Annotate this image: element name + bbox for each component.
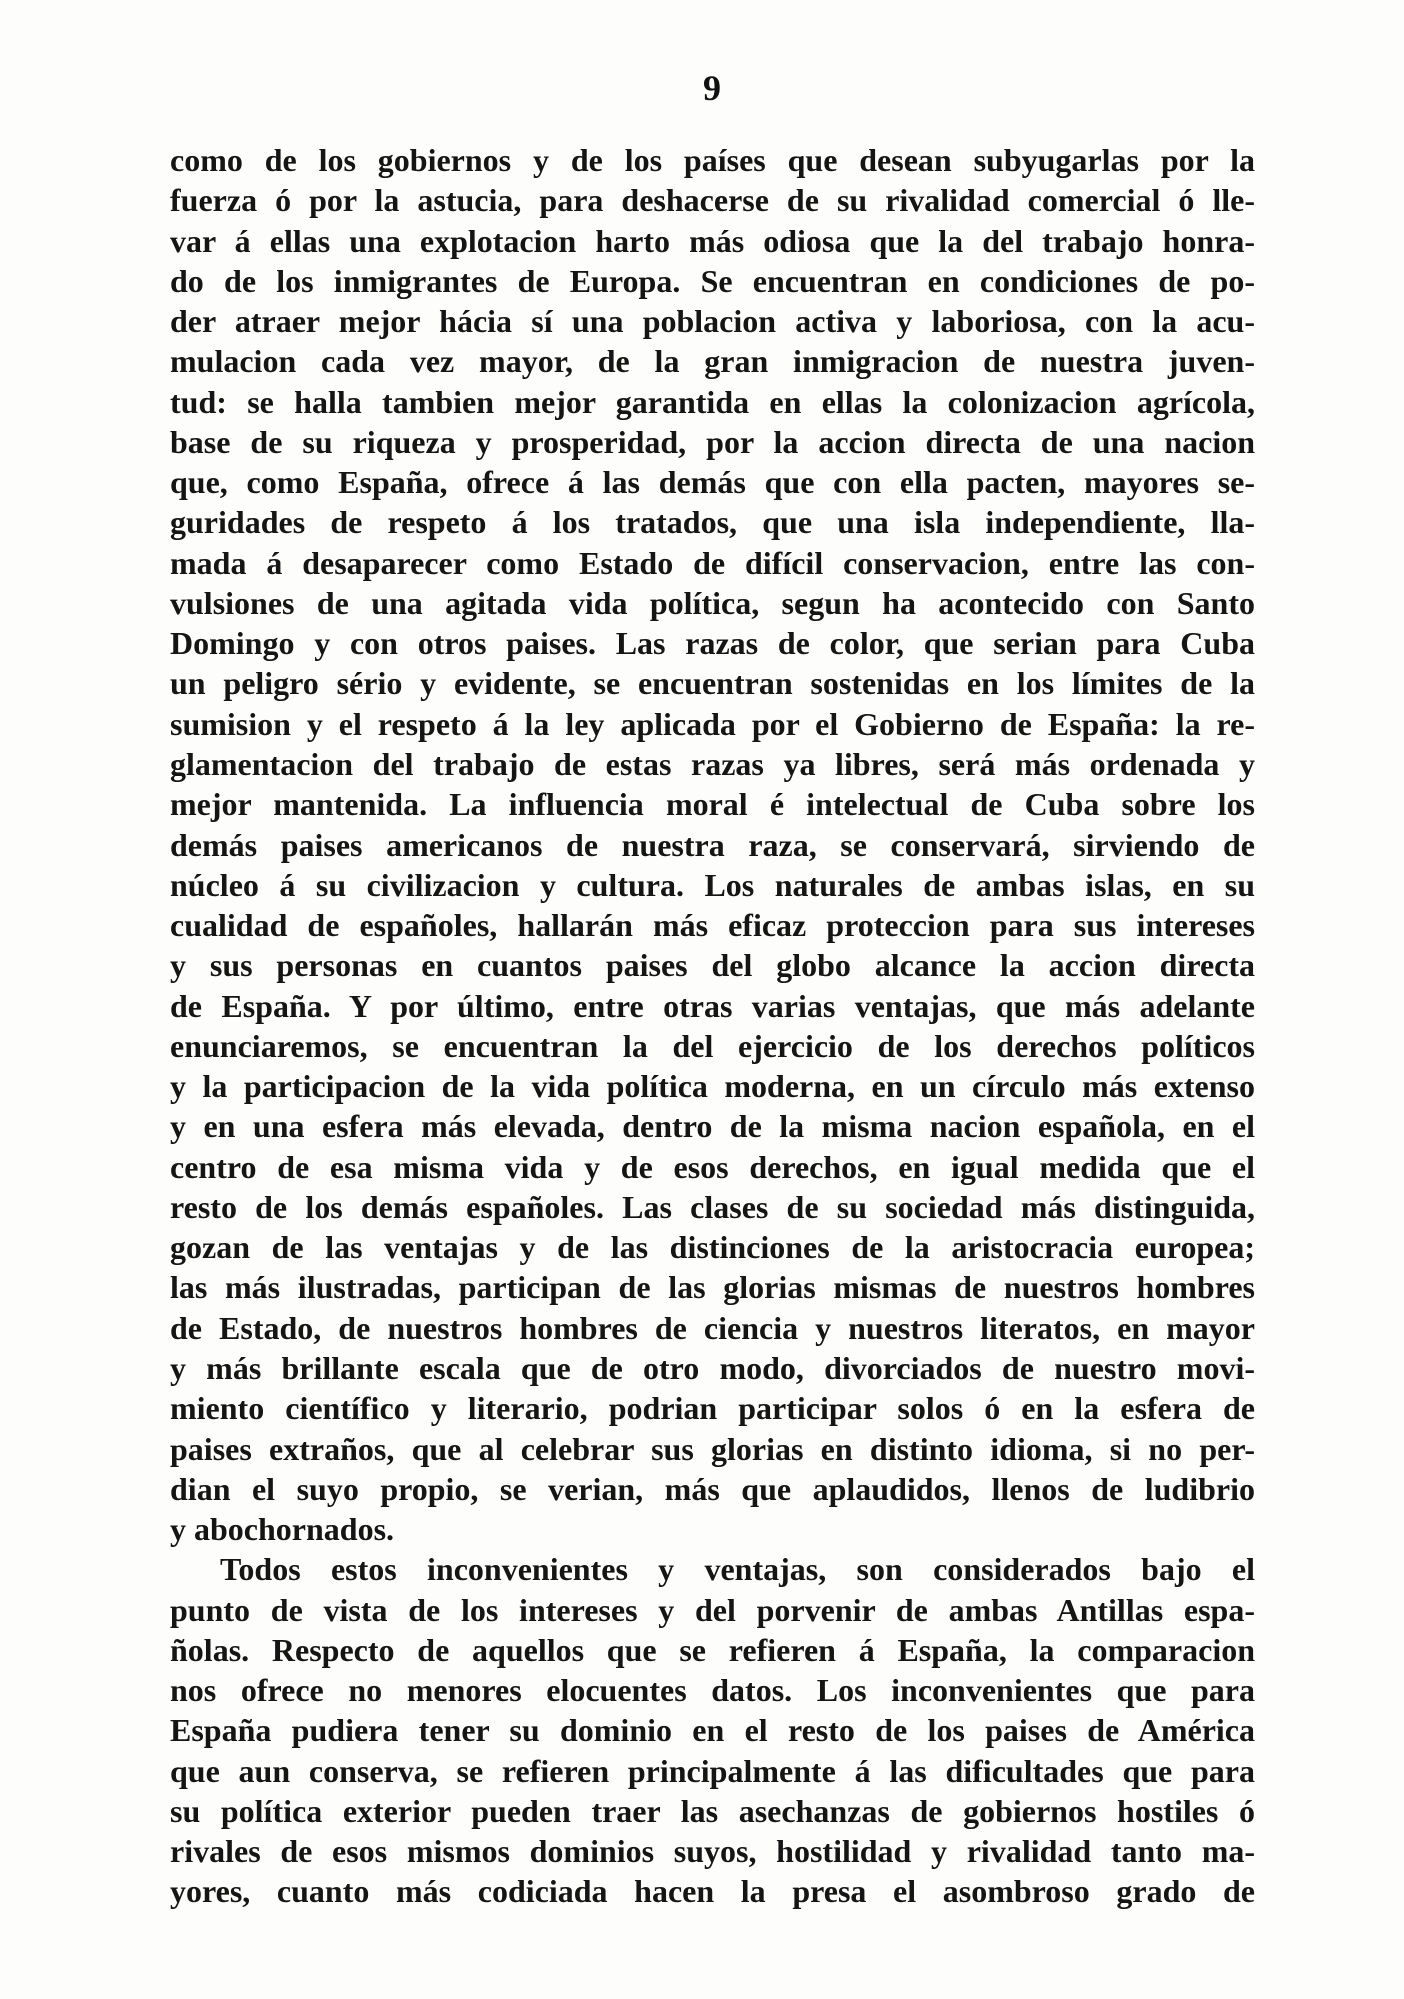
text-line: mulacion cada vez mayor, de la gran inmigracion de nuestra juven- [170,343,1255,380]
text-line: cualidad de españoles, hallarán más eficaz proteccion para sus intereses [170,907,1255,944]
text-line: rivales de esos mismos dominios suyos, hostilidad y rivalidad tanto ma- [170,1833,1255,1870]
text-line: su política exterior pueden traer las asechanzas de gobiernos hostiles ó [170,1792,1255,1829]
text-line: ñolas. Respecto de aquellos que se refieren á España, la comparacion [170,1631,1255,1668]
text-line: y sus personas en cuantos paises del globo alcance la accion directa [170,947,1255,984]
text-line: España pudiera tener su dominio en el resto de los paises de América [170,1712,1255,1749]
text-line: guridades de respeto á los tratados, que una isla independiente, lla- [170,504,1255,541]
text-line: tud: se halla tambien mejor garantida en ellas la colonizacion agrícola, [170,383,1255,420]
text-line: y abochornados. [170,1511,395,1548]
text-line: Domingo y con otros paises. Las razas de color, que serian para Cuba [170,625,1255,662]
text-line: de Estado, de nuestros hombres de ciencia y nuestros literatos, en mayor [170,1309,1255,1346]
text-line: der atraer mejor hácia sí una poblacion activa y laboriosa, con la acu- [170,303,1255,340]
paragraph [170,1549,1255,1911]
text-line: enunciaremos, se encuentran la del ejercicio de los derechos políticos [170,1027,1255,1064]
text-line: que aun conserva, se refieren principalmente á las dificultades que para [170,1752,1255,1789]
text-line: var á ellas una explotacion harto más odiosa que la del trabajo honra- [170,222,1255,259]
text-line: que, como España, ofrece á las demás que con ella pacten, mayores se- [170,464,1255,501]
text-line: gozan de las ventajas y de las distinciones de la aristocracia europea; [170,1229,1255,1266]
text-line: glamentacion del trabajo de estas razas ya libres, será más ordenada y [170,745,1255,782]
page-number: 9 [703,68,721,108]
text-line: punto de vista de los intereses y del porvenir de ambas Antillas espa- [170,1591,1255,1628]
text-line: paises extraños, que al celebrar sus glorias en distinto idioma, si no per- [170,1430,1255,1467]
text-line: y más brillante escala que de otro modo, divorciados de nuestro movi- [170,1349,1255,1386]
text-line: demás paises americanos de nuestra raza, se conservará, sirviendo de [170,826,1255,863]
text-line: resto de los demás españoles. Las clases de su sociedad más distinguida, [170,1188,1255,1225]
text-line: fuerza ó por la astucia, para deshacerse de su rivalidad comercial ó lle- [170,182,1255,219]
text-line: yores, cuanto más codiciada hacen la presa el asombroso grado de [170,1873,1255,1910]
page-body [170,140,1255,1912]
text-line: nos ofrece no menores elocuentes datos. Los inconvenientes que para [170,1672,1255,1709]
text-line: y la participacion de la vida política moderna, en un círculo más extenso [170,1068,1255,1105]
paragraph [170,140,1255,1549]
text-line: mada á desaparecer como Estado de difícil conservacion, entre las con- [170,544,1255,581]
text-line: y en una esfera más elevada, dentro de la misma nacion española, en el [170,1108,1255,1145]
text-line: base de su riqueza y prosperidad, por la accion directa de una nacion [170,423,1255,460]
text-line: sumision y el respeto á la ley aplicada por el Gobierno de España: la re- [170,705,1255,742]
text-line: vulsiones de una agitada vida política, segun ha acontecido con Santo [170,584,1255,621]
text-line: Todos estos inconvenientes y ventajas, son considerados bajo el [220,1551,1255,1588]
text-line: las más ilustradas, participan de las glorias mismas de nuestros hombres [170,1269,1255,1306]
text-line: de España. Y por último, entre otras varias ventajas, que más adelante [170,987,1255,1024]
text-line: un peligro sério y evidente, se encuentran sostenidas en los límites de la [170,665,1255,702]
text-line: miento científico y literario, podrian participar solos ó en la esfera de [170,1390,1255,1427]
text-line: dian el suyo propio, se verian, más que aplaudidos, llenos de ludibrio [170,1470,1255,1507]
text-line: núcleo á su civilizacion y cultura. Los naturales de ambas islas, en su [170,866,1255,903]
text-line: centro de esa misma vida y de esos derechos, en igual medida que el [170,1148,1255,1185]
text-line: como de los gobiernos y de los países que desean subyugarlas por la [170,142,1255,178]
text-line: mejor mantenida. La influencia moral é intelectual de Cuba sobre los [170,786,1255,823]
text-line: do de los inmigrantes de Europa. Se encuentran en condiciones de po- [170,262,1255,299]
